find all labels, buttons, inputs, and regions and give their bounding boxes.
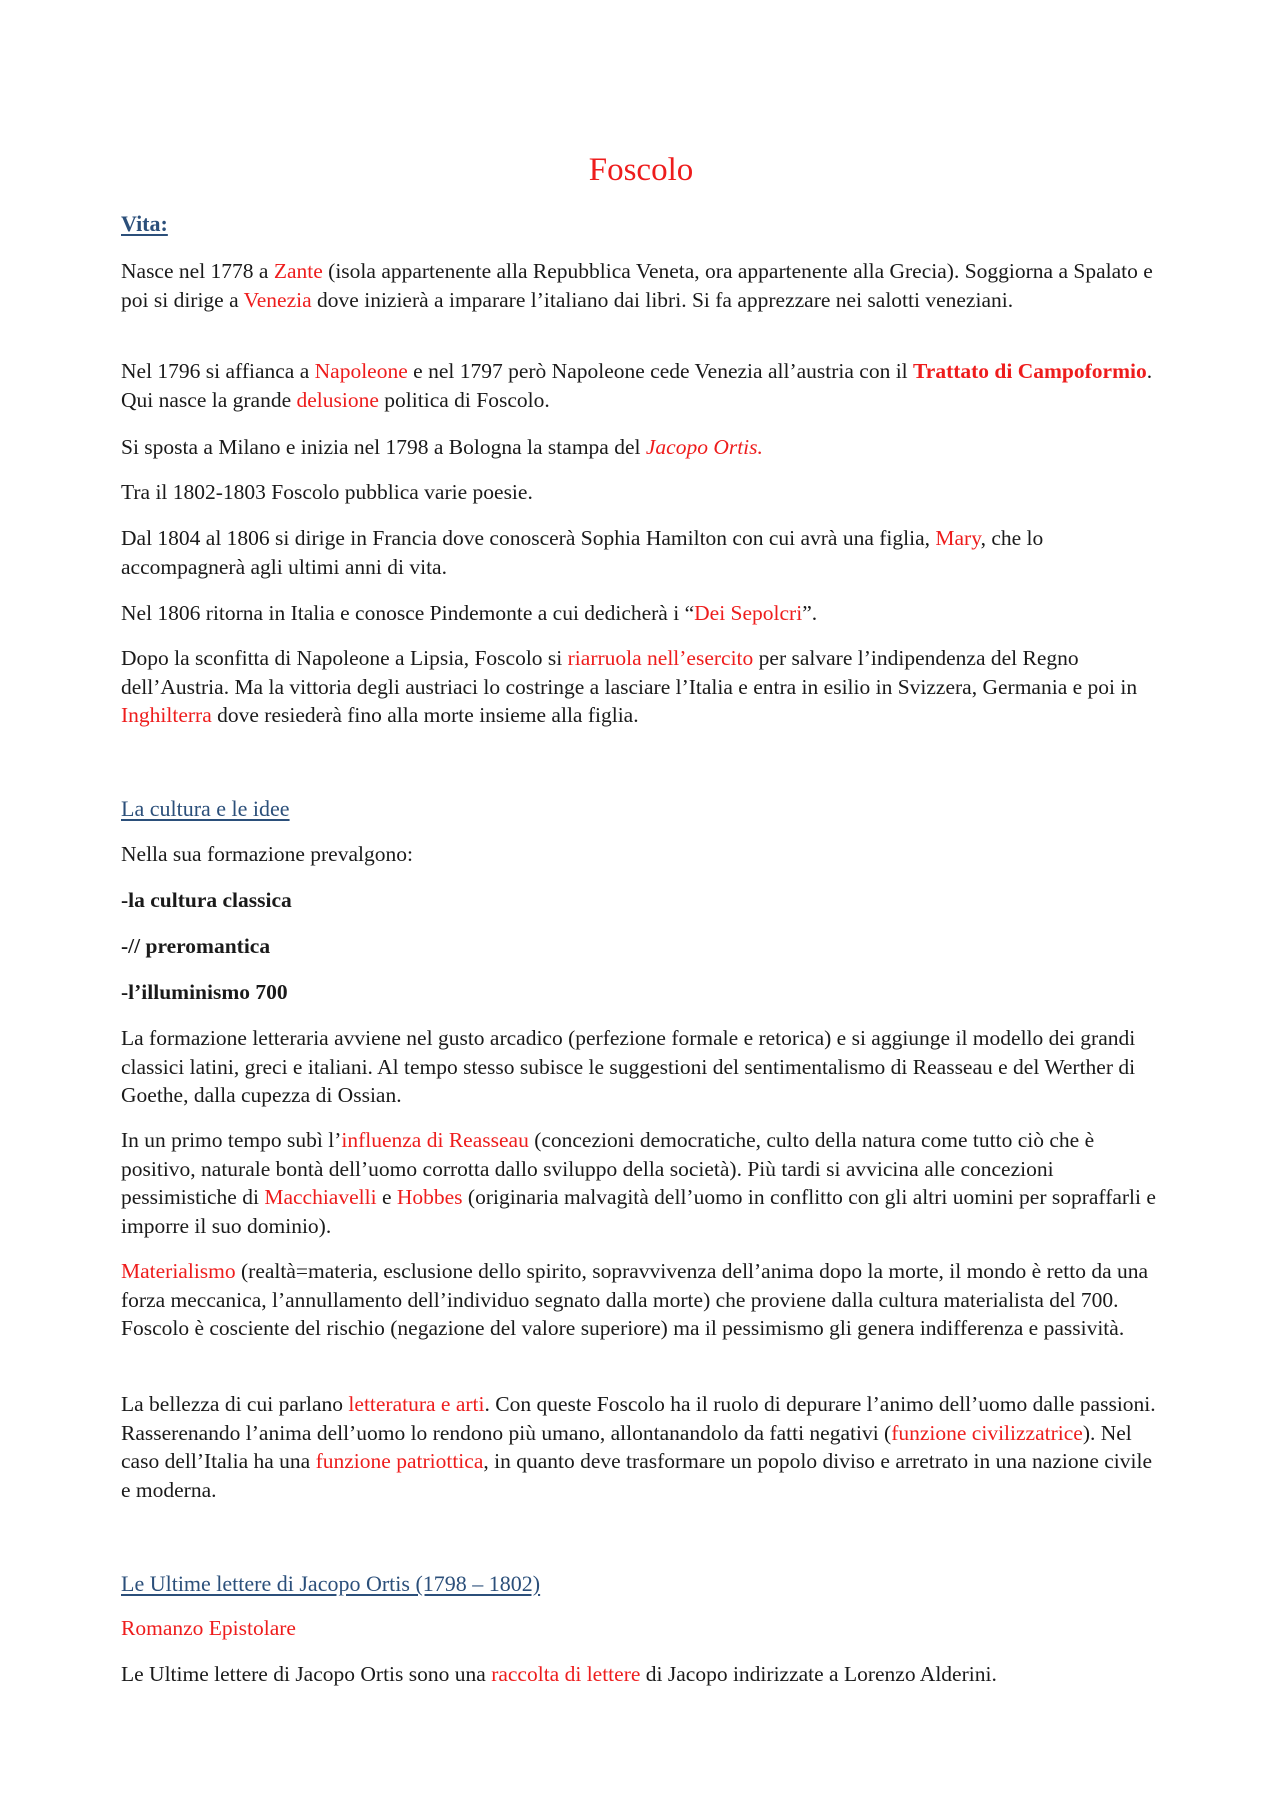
vita-paragraph-1: Nasce nel 1778 a Zante (isola appartenente alla Repubblica Veneta, ora appartenente alla Grecia). Soggiorna a Spalato e poi si dirige a Venezia dove inizierà a imparare l’italiano dai libri. Si fa apprezzare nei salotti veneziani. [121, 259, 1153, 312]
vita-paragraph-3: Si sposta a Milano e inizia nel 1798 a Bologna la stampa del Jacopo Ortis. [121, 435, 763, 459]
vita-paragraph-7: Dopo la sconfitta di Napoleone a Lipsia, Foscolo si riarruola nell’esercito per salvare l’indipendenza del Regno dell’Austria. Ma la vittoria degli austriaci lo costringe a lasciare l’Italia e entra in esilio in Svizzera, Germania e poi in Inghilterra dove resiederà fino alla morte insieme alla figlia. [121, 646, 1138, 727]
cultura-paragraph-4: La bellezza di cui parlano letteratura e arti. Con queste Foscolo ha il ruolo di depurare l’animo dell’uomo dalle passioni. Rasserenando l’anima dell’uomo lo rendono più umano, allontanandolo da fatti negativi (funzione civilizzatrice). Nel caso dell’Italia ha una funzione patriottica, in quanto deve trasformare un popolo diviso e arretrato in una nazione civile e moderna. [121, 1392, 1156, 1502]
cultura-item-1: -la cultura classica [121, 888, 292, 912]
vita-paragraph-2: Nel 1796 si affianca a Napoleone e nel 1797 però Napoleone cede Venezia all’austria con il Trattato di Campoformio. Qui nasce la grande delusione politica di Foscolo. [121, 359, 1153, 412]
cultura-intro: Nella sua formazione prevalgono: [121, 842, 413, 866]
document-title: Foscolo [588, 152, 694, 188]
cultura-item-2: -// preromantica [121, 934, 271, 958]
ortis-subheading: Romanzo Epistolare [121, 1616, 296, 1640]
cultura-paragraph-2: In un primo tempo subì l’influenza di Reasseau (concezioni democratiche, culto della natura come tutto ciò che è positivo, naturale bontà dell’uomo corrotta dallo sviluppo della società). Più tardi si avvicina alle concezioni pessimistiche di Macchiavelli e Hobbes (originaria malvagità dell’uomo in conflitto con gli altri uomini per sopraffarli e imporre il suo dominio). [121, 1128, 1156, 1238]
heading-cultura: La cultura e le idee [121, 796, 290, 821]
vita-paragraph-4: Tra il 1802-1803 Foscolo pubblica varie poesie. [121, 480, 533, 504]
vita-paragraph-5: Dal 1804 al 1806 si dirige in Francia dove conoscerà Sophia Hamilton con cui avrà una figlia, Mary, che lo accompagnerà agli ultimi anni di vita. [121, 526, 1044, 579]
ortis-paragraph-1: Le Ultime lettere di Jacopo Ortis sono una raccolta di lettere di Jacopo indirizzate a Lorenzo Alderini. [121, 1662, 997, 1686]
cultura-paragraph-3: Materialismo (realtà=materia, esclusione dello spirito, sopravvivenza dell’anima dopo la morte, il mondo è retto da una forza meccanica, l’annullamento dell’individuo segnato dalla morte) che proviene dalla cultura materialista del 700. Foscolo è cosciente del rischio (negazione del valore superiore) ma il pessimismo gli genera indifferenza e passività. [121, 1259, 1149, 1340]
cultura-paragraph-1: La formazione letteraria avviene nel gusto arcadico (perfezione formale e retorica) e si aggiunge il modello dei grandi classici latini, greci e italiani. Al tempo stesso subisce le suggestioni del sentimentalismo di Reasseau e del Werther di Goethe, dalla cupezza di Ossian. [121, 1026, 1136, 1107]
cultura-item-3: -l’illuminismo 700 [121, 980, 288, 1004]
heading-vita: Vita: [121, 211, 168, 236]
heading-ortis: Le Ultime lettere di Jacopo Ortis (1798 – 1802) [121, 1571, 541, 1596]
vita-paragraph-6: Nel 1806 ritorna in Italia e conosce Pindemonte a cui dedicherà i “Dei Sepolcri”. [121, 601, 818, 625]
